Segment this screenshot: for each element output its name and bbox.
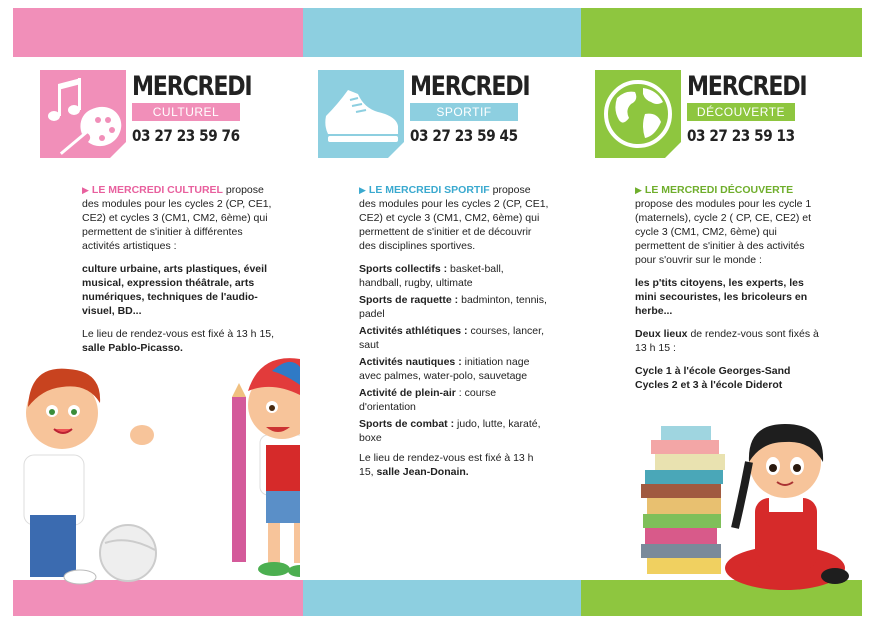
panel-header [40,70,300,162]
intro-text: propose des modules pour les cycle 1 (maternels), cycle 2 ( CP, CE, CE2) et cycle 3 (CM1, CM2, 6ème) qui permettent de s'initier à des activités pour s'ouvrir sur le monde : [635,198,812,266]
panel-header [595,70,855,162]
music-palette-icon [40,70,126,158]
meeting-text: Le lieu de rendez-vous est fixé à 13 h 15, [82,328,275,340]
panel-badge: SPORTIF [410,103,518,121]
panel-text [82,183,282,364]
sport-label: Sports de raquette : [359,294,459,306]
phone-number: 03 27 23 59 76 [132,126,240,145]
meeting-place-1: Cycle 1 à l'école Georges-Sand [635,365,791,377]
lead-text: LE MERCREDI CULTUREL [91,184,223,196]
activities-text: les p'tits citoyens, les experts, les mini secouristes, les bricoleurs en herbe... [635,277,808,317]
activities-text: culture urbaine, arts plastiques, éveil musical, expression théâtrale, arts numériques, techniques de l'audio-visuel, BD... [82,263,267,317]
sneaker-icon [318,70,404,158]
sport-label: Activités nautiques : [359,356,462,368]
panel-culturel [40,0,300,629]
intro-text: propose des modules pour les cycles 2 (CP, CE1, CE2) et cycle 3 (CM1, CM2, 6ème) qui permettent de s'initier et de découvrir des disciplines sportives. [359,184,549,252]
sport-value: : course d'orientation [359,387,497,413]
intro-text: propose des modules pour les cycles 2 (CP, CE1, CE2) et cycles 3 (CM1, CM2, 6ème) qui permettent de s'initier à différentes activités artistiques : [82,184,272,252]
meeting-label: Deux lieux [635,328,688,340]
sport-value: courses, lancer, saut [359,325,544,351]
panel-badge: CULTUREL [132,103,240,121]
panel-title: MERCREDI [410,71,530,102]
phone-number: 03 27 23 59 13 [687,126,795,145]
panel-sportif [318,0,578,629]
panel-badge: DÉCOUVERTE [687,103,795,121]
panel-title: MERCREDI [687,71,807,102]
girl-books-illustration [635,418,865,593]
sport-value: badminton, tennis, padel [359,294,547,320]
arrow-icon: ▶ [82,185,89,195]
lead-text: LE MERCREDI SPORTIF [368,184,490,196]
children-illustration [10,345,300,590]
phone-number: 03 27 23 59 45 [410,126,518,145]
globe-icon [595,70,681,158]
arrow-icon: ▶ [359,185,366,195]
panel-title: MERCREDI [132,71,252,102]
panel-decouverte [595,0,865,629]
sport-value: basket-ball, handball, rugby, ultimate [359,263,504,289]
meeting-place: salle Jean-Donain. [376,466,469,478]
sport-label: Activité de plein-air [359,387,456,399]
sport-label: Activités athlétiques : [359,325,468,337]
panel-header [318,70,578,162]
meeting-place: salle Pablo-Picasso. [82,342,183,354]
sport-label: Sports de combat : [359,418,455,430]
lead-text: LE MERCREDI DÉCOUVERTE [644,184,794,196]
sport-value: initiation nage avec palmes, water-polo, sauvetage [359,356,530,382]
meeting-text: Le lieu de rendez-vous est fixé à 13 h 15, [359,452,534,478]
sport-label: Sports collectifs : [359,263,448,275]
panel-text [359,183,549,488]
panel-text [635,183,820,401]
arrow-icon: ▶ [635,185,642,195]
meeting-text: de rendez-vous sont fixés à 13 h 15 : [635,328,819,354]
sport-value: judo, lutte, karaté, boxe [359,418,541,444]
meeting-place-2: Cycles 2 et 3 à l'école Diderot [635,379,783,391]
